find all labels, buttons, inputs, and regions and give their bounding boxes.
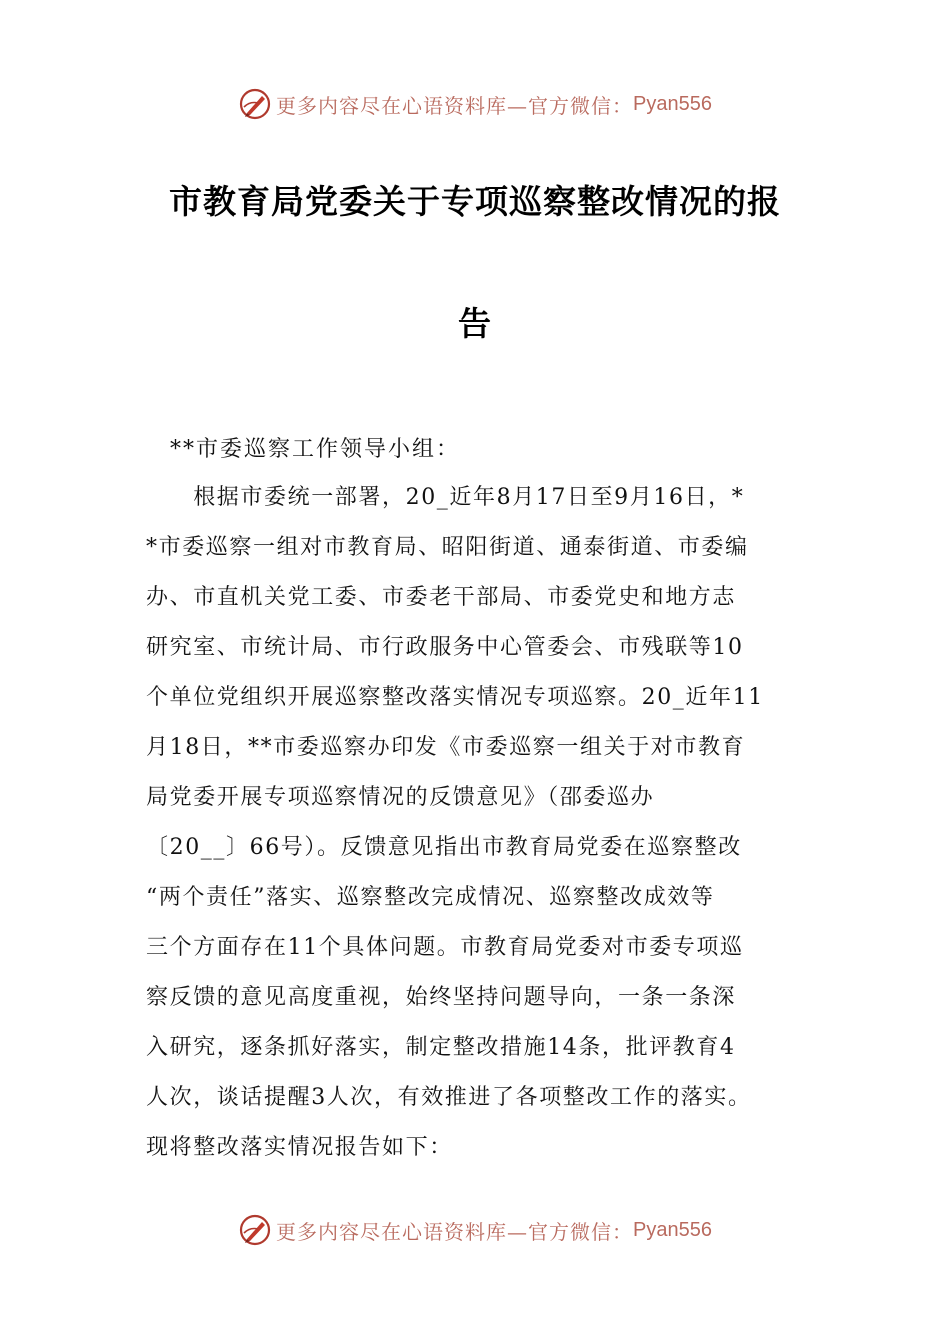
footer-banner: [0, 1210, 950, 1250]
document-title-line-1: 市教育局党委关于专项巡察整改情况的报: [169, 182, 781, 221]
salutation: **市委巡察工作领导小组：: [170, 437, 461, 462]
body-line: 人次，谈话提醒3人次，有效推进了各项整改工作的落实。: [146, 1085, 752, 1110]
body-line: 察反馈的意见高度重视，始终坚持问题导向，一条一条深: [146, 985, 737, 1010]
document-title-line-2: 告: [458, 304, 492, 343]
body-line: “两个责任”落实、巡察整改完成情况、巡察整改成效等: [146, 885, 715, 910]
body-line: *市委巡察一组对市教育局、昭阳街道、通泰街道、市委编: [146, 535, 749, 560]
banner-wechat-id: Pyan556: [633, 1218, 712, 1241]
pen-logo-icon: [238, 87, 272, 121]
banner-wechat-id: Pyan556: [633, 92, 712, 115]
body-line: 研究室、市统计局、市行政服务中心管委会、市残联等10: [146, 635, 744, 660]
body-line: 现将整改落实情况报告如下：: [146, 1135, 453, 1160]
body-line: 月18日，**市委巡察办印发《市委巡察一组关于对市教育: [146, 735, 746, 760]
pen-logo-icon: [238, 1213, 272, 1247]
banner-text: 更多内容尽在心语资料库—官方微信：: [276, 1219, 634, 1244]
body-line: 三个方面存在11个具体问题。市教育局党委对市委专项巡: [146, 935, 744, 960]
banner-text: 更多内容尽在心语资料库—官方微信：: [276, 93, 634, 118]
body-line: 〔20__〕66号）。反馈意见指出市教育局党委在巡察整改: [146, 835, 742, 860]
header-banner: [0, 84, 950, 124]
body-line: 入研究，逐条抓好落实，制定整改措施14条，批评教育4: [146, 1035, 736, 1060]
body-line: 局党委开展专项巡察情况的反馈意见》（邵委巡办: [146, 785, 655, 810]
body-line: 办、市直机关党工委、市委老干部局、市委党史和地方志: [146, 585, 737, 610]
body-line: 根据市委统一部署，20_近年8月17日至9月16日，*: [146, 485, 745, 510]
body-line: 个单位党组织开展巡察整改落实情况专项巡察。20_近年11: [146, 685, 764, 710]
